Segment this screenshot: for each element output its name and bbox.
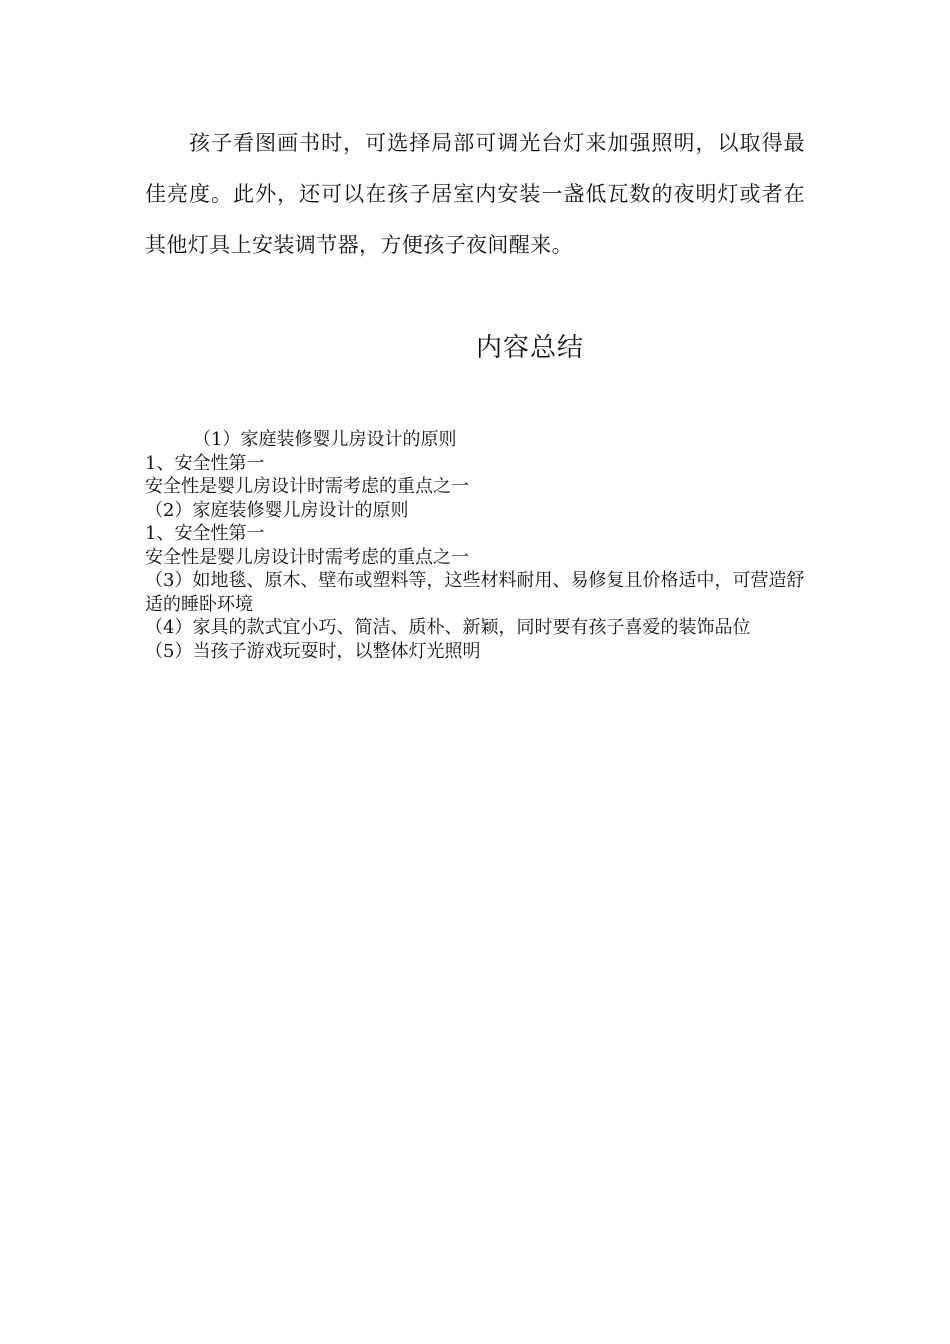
summary-line: 安全性是婴儿房设计时需考虑的重点之一	[145, 546, 469, 568]
summary-title: 内容总结	[475, 333, 584, 363]
summary-line: 1、安全性第一	[145, 523, 265, 544]
summary-line: （3）如地毯、原木、壁布或塑料等，这些材料耐用、易修复且价格适中，可营造舒适的睡卧环境	[145, 570, 805, 615]
intro-section	[145, 118, 805, 271]
summary-line: 1、安全性第一	[145, 452, 265, 474]
summary-section	[145, 428, 805, 663]
summary-line: （4）家具的款式宜小巧、简洁、质朴、新颖，同时要有孩子喜爱的装饰品位	[145, 617, 751, 638]
summary-line: 安全性是婴儿房设计时需考虑的重点之一	[145, 476, 469, 497]
summary-line: （1）家庭装修婴儿房设计的原则	[193, 429, 457, 450]
summary-line: （2）家庭装修婴儿房设计的原则	[145, 499, 409, 521]
summary-line: （5）当孩子游戏玩耍时，以整体灯光照明	[145, 640, 481, 662]
intro-paragraph: 孩子看图画书时，可选择局部可调光台灯来加强照明，以取得最佳亮度。此外，还可以在孩子居室内安装一盏低瓦数的夜明灯或者在其他灯具上安装调节器，方便孩子夜间醒来。	[145, 131, 805, 257]
